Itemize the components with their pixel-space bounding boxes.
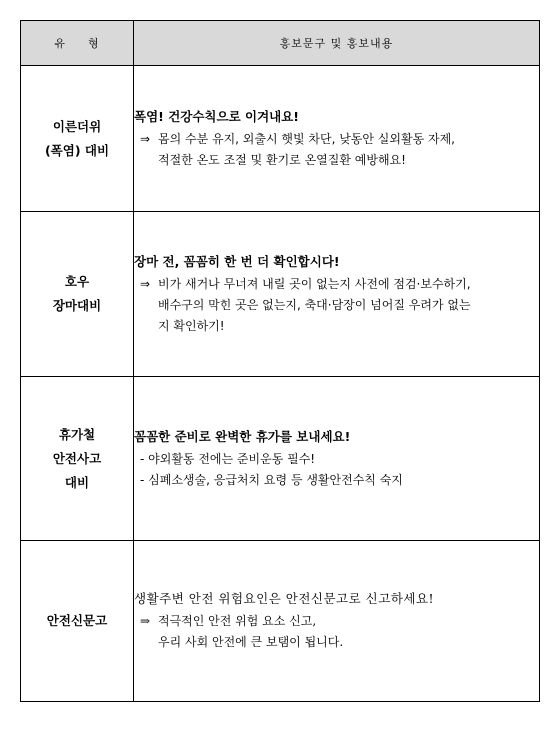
- arrow-icon: ⇒: [140, 131, 151, 146]
- row-bullet-line: - 심폐소생술, 응급처치 요령 등 생활안전수칙 숙지: [140, 472, 403, 487]
- table-row: [21, 377, 540, 541]
- row-bullet-line: - 야외활동 전에는 준비운동 필수!: [140, 451, 316, 466]
- row-type-cell: [21, 66, 134, 212]
- row-detail-line: 배수구의 막힌 곳은 없는지, 축대·담장이 넘어질 우려가 없는: [158, 297, 471, 312]
- arrow-icon: ⇒: [140, 614, 151, 628]
- row-title: 생활주변 안전 위험요인은 안전신문고로 신고하세요!: [134, 591, 435, 606]
- row-type-line: 휴가철: [58, 426, 96, 442]
- row-type-line: 안전사고: [52, 450, 102, 466]
- row-content-cell: [134, 377, 540, 541]
- content-column-header: 홍보문구 및 홍보내용: [134, 21, 540, 66]
- promotion-table: [20, 20, 540, 702]
- row-type-line: (폭염) 대비: [44, 142, 110, 158]
- table-header-row: [21, 21, 540, 66]
- table-row: [21, 212, 540, 377]
- table-row: [21, 66, 540, 212]
- type-header-char-1: 유: [54, 37, 66, 50]
- type-column-header: [21, 21, 134, 66]
- row-type-line: 안전신문고: [46, 613, 108, 628]
- row-title: 장마 전, 꼼꼼히 한 번 더 확인합시다!: [134, 253, 340, 269]
- row-content-cell: [134, 212, 540, 377]
- row-type-cell: [21, 377, 134, 541]
- row-detail-line: 우리 사회 안전에 큰 보탬이 됩니다.: [158, 635, 344, 649]
- row-detail-line: 지 확인하기!: [158, 318, 225, 333]
- row-title: 폭염! 건강수칙으로 이겨내요!: [134, 108, 300, 124]
- row-type-line: 호우: [64, 274, 90, 289]
- row-type-line: 이른더위: [52, 118, 102, 134]
- row-detail-line: [134, 274, 539, 295]
- row-type-line: 장마대비: [52, 298, 102, 313]
- row-content-cell: [134, 66, 540, 212]
- row-detail-text: 적극적인 안전 위험 요소 신고,: [158, 614, 317, 628]
- row-detail-line: 적절한 온도 조절 및 환기로 온열질환 예방해요!: [158, 152, 406, 167]
- row-type-line: 대비: [64, 474, 90, 490]
- type-header-char-2: 형: [88, 37, 100, 50]
- arrow-icon: ⇒: [140, 276, 151, 291]
- row-detail-line: [134, 611, 539, 632]
- row-detail-line: [134, 129, 539, 150]
- row-detail-text: 몸의 수분 유지, 외출시 햇빛 차단, 낮동안 실외활동 자제,: [158, 131, 455, 146]
- row-detail-text: 비가 새거나 무너져 내릴 곳이 없는지 사전에 점검·보수하기,: [158, 276, 471, 291]
- row-type-cell: [21, 212, 134, 377]
- row-content-cell: [134, 541, 540, 702]
- row-title: 꼼꼼한 준비로 완벽한 휴가를 보내세요!: [134, 428, 351, 444]
- table-row: [21, 541, 540, 702]
- row-type-cell: [21, 541, 134, 702]
